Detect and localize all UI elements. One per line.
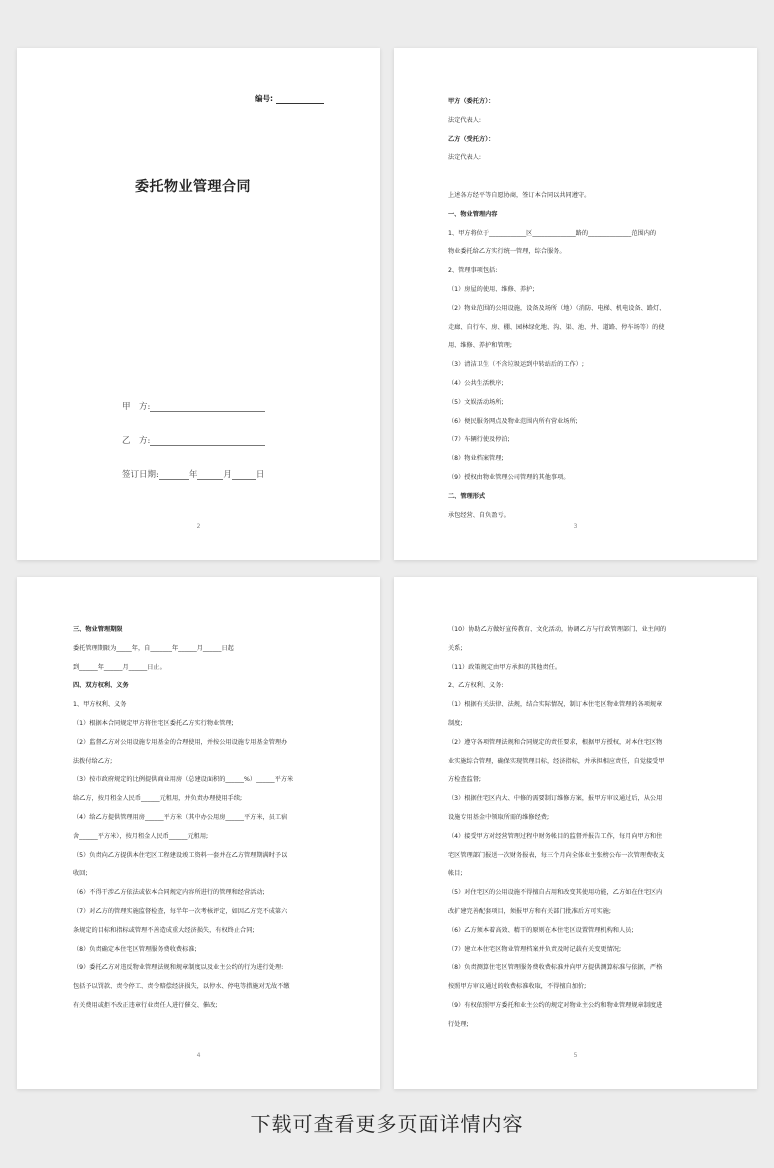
text-line: 行处理;: [448, 1020, 469, 1028]
section-heading: 一、物业管理内容: [448, 210, 498, 218]
text-line: （9）授权由物业管理公司管理的其他事项。: [448, 473, 570, 481]
text-line: 舍______平方米），按月租金人民币______元租用;: [73, 832, 209, 840]
text-line: 给乙方，按月租金人民币______元租用，并负责办理使用手续;: [73, 795, 243, 803]
section-heading: 四、双方权利、义务: [73, 682, 129, 690]
text-line: 2、管理事项包括:: [448, 267, 498, 275]
text-line: （5）文娱活动场所;: [448, 398, 504, 406]
text-line: （3）按市政府规定的比例提供商业用房（总建设面积的______%）______平方米: [73, 776, 294, 784]
text-line: （8）物业档案管理;: [448, 455, 504, 463]
year-label: 年: [188, 470, 198, 480]
text-line: [448, 168, 705, 187]
party-b-label: 乙 方:: [122, 436, 151, 446]
contract-page-4: [17, 577, 380, 1089]
text-line: （8）负责测算住宅区管理服务费收费标准并向甲方提供测算标准与依据，严格: [448, 964, 663, 972]
text-line: 委托管理期限为_____年，自_______年______月______日起: [73, 644, 234, 652]
text-line: （3）清洁卫生（不含垃圾运到中转站后的工作）;: [448, 361, 584, 369]
text-line: 承包经营、自负盈亏。: [448, 511, 510, 519]
download-caption: 下载可查看更多页面详情内容: [250, 1112, 524, 1136]
text-line: （2）遵守各项管理法规和合同规定的责任要求，根据甲方授权，对本住宅区物: [448, 738, 663, 746]
sign-date: [122, 468, 264, 480]
text-line: （2）监督乙方对公用设施专用基金的合理使用，并按公用设施专用基金管理办: [73, 738, 288, 746]
page-text: [73, 621, 328, 1016]
contract-number-label: 编号:: [255, 94, 273, 103]
section-heading: 三、物业管理期限: [73, 626, 123, 633]
page-number: 5: [573, 1052, 578, 1059]
text-line: 1、甲方权利、义务: [73, 701, 127, 709]
contract-title: 委托物业管理合同: [135, 179, 251, 195]
text-line: 业实施综合管理，确保实现管理目标，经济指标，并承担相应责任，自觉接受甲: [448, 757, 665, 765]
contract-number-field: [255, 93, 324, 104]
section-heading: 二、管理形式: [448, 492, 486, 500]
text-line: （9）委托乙方对违反物业管理法规和规章制度以及业主公约的行为进行处理:: [73, 964, 284, 972]
text-line: 按照甲方审议通过的收费标准收取，不得擅自加价;: [448, 983, 587, 991]
day-blank: [232, 471, 256, 480]
text-line: 物业委托给乙方实行统一管理，综合服务。: [448, 248, 566, 256]
contract-number-blank: [276, 96, 324, 104]
text-line: （1）根据有关法律、法规，结合实际情况，制订本住宅区物业管理的各项规章: [448, 701, 663, 709]
page-text: [448, 621, 705, 1035]
text-line: 关系;: [448, 644, 463, 652]
section-heading: 乙方（受托方）：: [448, 135, 495, 143]
text-line: （2）物业范围的公用设施，设备及场所（地）（消防、电梯、机电设备、路灯、: [448, 304, 666, 312]
text-line: （4）公共生活秩序;: [448, 379, 504, 387]
text-line: （4）给乙方提供管理用房______平方米（其中办公用房______平方米，员工宿: [73, 813, 288, 821]
party-b-blank: [150, 437, 265, 446]
text-line: （5）对住宅区的公用设施不得擅自占用和改变其使用功能，乙方如在住宅区内: [448, 889, 663, 897]
party-a-signature: [122, 400, 265, 412]
contract-page-3: [394, 48, 757, 560]
page-text: [448, 93, 705, 525]
text-line: （7）对乙方的管理实施监督检查，每半年一次考核评定，如因乙方完不成第六: [73, 907, 288, 915]
page-number: 2: [196, 523, 201, 530]
text-line: 设施专用基金中领取所需的维修经费;: [448, 813, 550, 821]
text-line: 法定代表人:: [448, 116, 482, 124]
text-line: （9）有权依照甲方委托和业主公约的规定对物业主公约和物业管理规章制度进: [448, 1001, 663, 1009]
text-line: （6）乙方须本着高效、精干的原则在本住宅区设置管理机构和人员;: [448, 926, 634, 934]
page-number: 4: [196, 1052, 201, 1059]
text-line: 法拨付给乙方;: [73, 757, 113, 765]
year-blank: [159, 471, 189, 480]
text-line: （3）根据住宅区内大、中修的需要制订维修方案，报甲方审议通过后，从公用: [448, 795, 663, 803]
text-line: （7）车辆行使及停泊;: [448, 436, 510, 444]
month-label: 月: [223, 470, 232, 480]
party-a-blank: [150, 403, 265, 412]
text-line: （6）便民服务网点及物业范围内所有营业场所;: [448, 417, 578, 425]
text-line: （7）建立本住宅区物业管理档案并负责及时记载有关变更情况;: [448, 945, 622, 953]
text-line: 包括予以罚款、责令停工、责令赔偿经济损失，以停水、停电等措施对无故不缴: [73, 983, 290, 991]
month-blank: [197, 471, 223, 480]
text-line: 制度;: [448, 719, 463, 727]
text-line: （1）房屋的使用、维修、养护;: [448, 285, 535, 293]
text-line: 走廊、自行车、房、棚、园林绿化地、沟、渠、池、井、道路、停车场等）的使: [448, 323, 665, 331]
party-b-signature: [122, 434, 265, 446]
page-number: 3: [573, 523, 578, 530]
text-line: （4）接受甲方对经营管理过程中财务帐目的监督并报告工作，每月向甲方和住: [448, 832, 663, 840]
text-line: 帐目;: [448, 870, 463, 878]
text-line: 到______年______月______日止。: [73, 663, 166, 671]
day-label: 日: [255, 470, 265, 480]
text-line: （6）不得干涉乙方依法或依本合同规定内容所进行的管理和经营活动;: [73, 889, 265, 897]
sign-date-label: 签订日期:: [122, 470, 159, 480]
text-line: 1、甲方将位于____________区______________路的______________范围内的: [448, 229, 657, 237]
text-line: 收回;: [73, 870, 88, 878]
text-line: 宅区管理部门报送一次财务报表，每三个月向全体业主张榜公布一次管理费收支: [448, 851, 665, 859]
text-line: 有关费用或拒不改正违章行业责任人进行催交、催改;: [73, 1001, 218, 1009]
section-heading: 甲方（委托方）：: [448, 98, 495, 105]
text-line: 方检查监督;: [448, 776, 482, 784]
text-line: 2、乙方权利、义务:: [448, 682, 504, 690]
party-a-label: 甲 方:: [122, 402, 151, 412]
text-line: 用、维修、养护和管理;: [448, 342, 512, 350]
text-line: 法定代表人:: [448, 154, 482, 162]
text-line: 上述各方经平等自愿协商，签订本合同以共同遵守。: [448, 191, 591, 199]
text-line: （10）协助乙方做好宣传教育、文化活动，协调乙方与行政管理部门、业主间的: [448, 626, 667, 633]
text-line: （5）负责向乙方提供本住宅区工程建设竣工资料一套并在乙方管理期满时予以: [73, 851, 288, 859]
text-line: （8）负责确定本住宅区管理服务费收费标准;: [73, 945, 197, 953]
contract-page-5: [394, 577, 757, 1089]
text-line: （11）政策规定由甲方承担的其他责任。: [448, 663, 562, 671]
contract-cover-page: [17, 48, 380, 560]
text-line: 条规定的目标和指标或管理不善造成重大经济损失，有权终止合同;: [73, 926, 255, 934]
text-line: （1）根据本合同规定甲方将住宅区委托乙方实行物业管理;: [73, 719, 234, 727]
text-line: 改扩建完善配套项目，须报甲方和有关部门批准后方可实施;: [448, 907, 611, 915]
